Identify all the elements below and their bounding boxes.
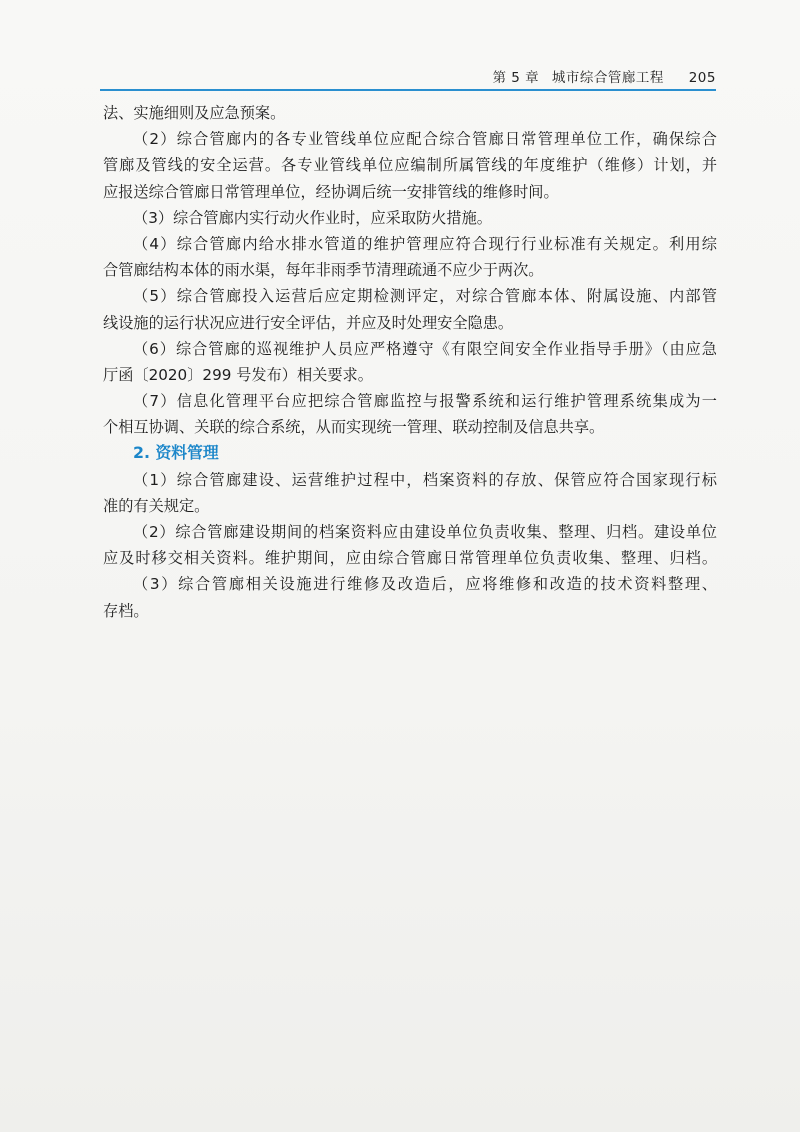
text-line: （1）综合管廊建设、运营维护过程中，档案资料的存放、保管应符合国家现行标 xyxy=(133,470,717,489)
body-text xyxy=(103,100,717,624)
text-line: （2）综合管廊建设期间的档案资料应由建设单位负责收集、整理、归档。建设单位 xyxy=(133,523,717,541)
text-line: （7）信息化管理平台应把综合管廊监控与报警系统和运行维护管理系统集成为一 xyxy=(133,392,717,411)
running-header xyxy=(100,66,716,90)
text-line: 个相互协调、关联的综合系统，从而实现统一管理、联动控制及信息共享。 xyxy=(103,418,605,437)
text-line: 应及时移交相关资料。维护期间，应由综合管廊日常管理单位负责收集、整理、归档。 xyxy=(103,549,717,568)
text-line: 合管廊结构本体的雨水渠，每年非雨季节清理疏通不应少于两次。 xyxy=(103,261,544,280)
text-line: 准的有关规定。 xyxy=(103,496,210,515)
chapter-title: 城市综合管廊工程 xyxy=(551,70,664,86)
header-text xyxy=(492,66,716,86)
text-line: 线设施的运行状况应进行安全评估，并应及时处理安全隐患。 xyxy=(103,313,514,332)
text-line: （4）综合管廊内给水排水管道的维护管理应符合现行行业标准有关规定。利用综 xyxy=(133,234,717,253)
chapter-label: 第 5 章 xyxy=(492,70,540,86)
text-line: 厅函〔2020〕299 号发布）相关要求。 xyxy=(103,365,373,384)
text-line: 应报送综合管廊日常管理单位，经协调后统一安排管线的维修时间。 xyxy=(103,182,559,201)
text-line: 法、实施细则及应急预案。 xyxy=(103,104,286,122)
section-heading: 2. 资料管理 xyxy=(133,443,219,463)
page-number: 205 xyxy=(688,70,716,86)
text-line: （3）综合管廊相关设施进行维修及改造后，应将维修和改造的技术资料整理、 xyxy=(133,575,717,594)
text-line: （5）综合管廊投入运营后应定期检测评定，对综合管廊本体、附属设施、内部管 xyxy=(133,287,717,306)
text-line: （3）综合管廊内实行动火作业时，应采取防火措施。 xyxy=(133,208,492,227)
text-line: 存档。 xyxy=(103,601,149,620)
text-line: 管廊及管线的安全运营。各专业管线单位应编制所属管线的年度维护（维修）计划，并 xyxy=(103,156,717,175)
header-rule xyxy=(100,89,716,91)
text-line: （2）综合管廊内的各专业管线单位应配合综合管廊日常管理单位工作，确保综合 xyxy=(133,130,717,149)
text-line: （6）综合管廊的巡视维护人员应严格遵守《有限空间安全作业指导手册》（由应急 xyxy=(133,339,717,358)
